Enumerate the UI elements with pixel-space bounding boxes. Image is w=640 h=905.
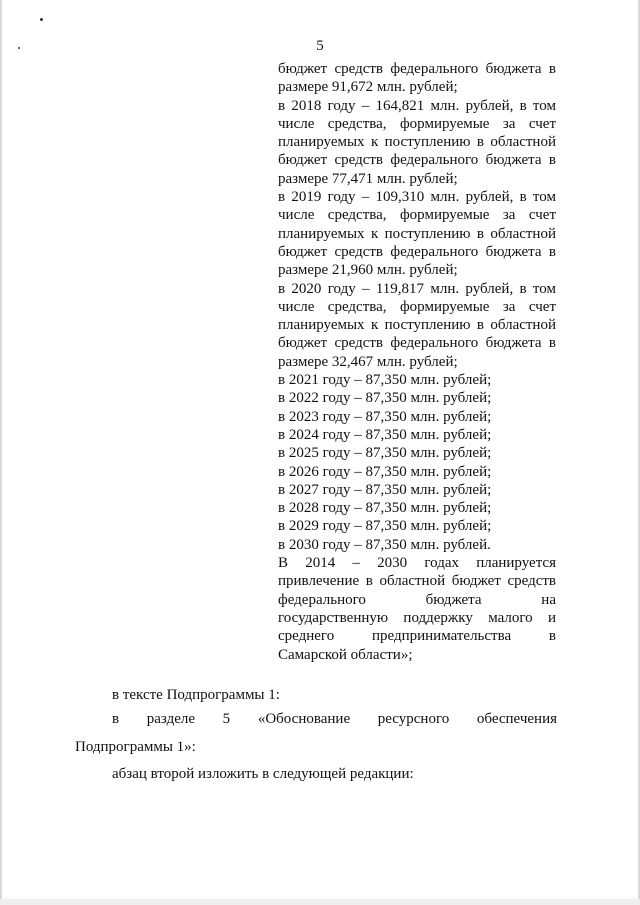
paragraph-edit-instruction: абзац второй изложить в следующей редакции: — [112, 766, 414, 782]
scan-bottom-edge — [0, 899, 640, 905]
right-column-line: в 2021 году – 87,350 млн. рублей; — [278, 372, 492, 389]
right-column-line: федерального бюджета на — [278, 591, 556, 608]
right-column-line: в 2018 году – 164,821 млн. рублей, в том — [278, 97, 556, 114]
right-column-line: в 2029 году – 87,350 млн. рублей; — [278, 518, 492, 535]
page-number: 5 — [316, 38, 324, 54]
right-column-line: в 2024 году – 87,350 млн. рублей; — [278, 426, 492, 443]
right-column-line: в 2020 году – 119,817 млн. рублей, в том — [278, 280, 556, 297]
right-column-line: в 2028 году – 87,350 млн. рублей; — [278, 500, 492, 517]
paragraph-section-line1: в разделе 5 «Обоснование ресурсного обеспечения — [112, 711, 557, 727]
right-column-line: в 2025 году – 87,350 млн. рублей; — [278, 445, 492, 462]
scan-left-edge — [0, 0, 2, 905]
right-column-line: размере 21,960 млн. рублей; — [278, 262, 458, 279]
right-column-line: привлечение в областной бюджет средств — [278, 573, 556, 590]
right-column-line: планируемых к поступлению в областной — [278, 317, 556, 334]
paragraph-subprogram: в тексте Подпрограммы 1: — [112, 687, 280, 703]
paragraph-section-line2: Подпрограммы 1»: — [75, 739, 196, 755]
right-column-line: бюджет средств федерального бюджета в — [278, 243, 556, 260]
right-column-line: планируемых к поступлению в областной — [278, 225, 556, 242]
right-column-line: размере 32,467 млн. рублей; — [278, 353, 458, 370]
right-column-line: в 2023 году – 87,350 млн. рублей; — [278, 408, 492, 425]
right-column-line: планируемых к поступлению в областной — [278, 134, 556, 151]
right-column-line: в 2022 году – 87,350 млн. рублей; — [278, 390, 492, 407]
right-column-line: числе средства, формируемые за счет — [278, 207, 556, 224]
right-column-line: в 2026 году – 87,350 млн. рублей; — [278, 463, 492, 480]
right-column-line: бюджет средств федерального бюджета в — [278, 335, 556, 352]
right-column-line: в 2019 году – 109,310 млн. рублей, в том — [278, 189, 556, 206]
right-column-line: числе средства, формируемые за счет — [278, 115, 556, 132]
right-column-line: В 2014 – 2030 годах планируется — [278, 555, 556, 572]
scan-speck — [40, 18, 43, 21]
right-column-line: бюджет средств федерального бюджета в — [278, 152, 556, 169]
right-column-line: в 2027 году – 87,350 млн. рублей; — [278, 481, 492, 498]
right-column-line: в 2030 году – 87,350 млн. рублей. — [278, 536, 491, 553]
right-column-line: бюджет средств федерального бюджета в — [278, 61, 556, 77]
right-column-line: размере 91,672 млн. рублей; — [278, 79, 458, 96]
right-column-line: Самарской области»; — [278, 646, 413, 663]
right-column-line: государственную поддержку малого и — [278, 609, 556, 626]
right-column-line: числе средства, формируемые за счет — [278, 298, 556, 315]
right-column-line: среднего предпринимательства в — [278, 628, 556, 645]
right-column-text — [278, 60, 556, 664]
right-column-line: размере 77,471 млн. рублей; — [278, 170, 458, 187]
